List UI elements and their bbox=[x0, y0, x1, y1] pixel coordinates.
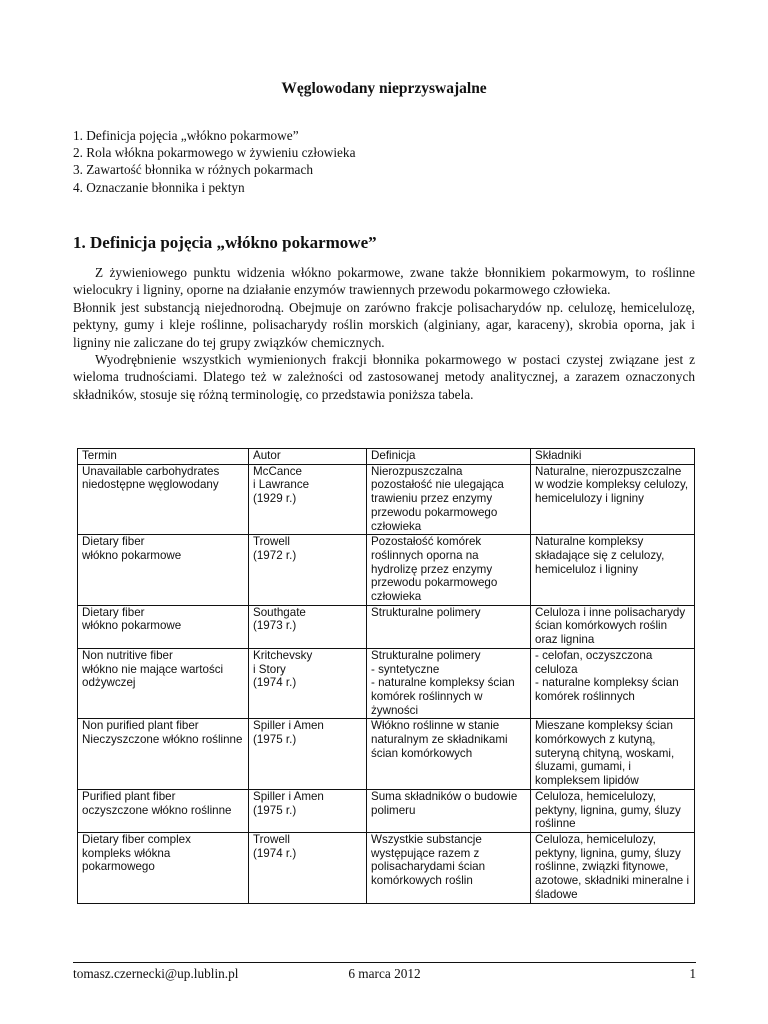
cell-components: - celofan, oczyszczona celuloza - naturalne kompleksy ścian komórek roślinnych bbox=[531, 648, 695, 719]
cell-term: Dietary fiber włókno pokarmowe bbox=[78, 605, 249, 648]
section-body bbox=[73, 264, 695, 403]
toc-item-2: 2. Rola włókna pokarmowego w żywieniu człowieka bbox=[73, 145, 356, 161]
cell-components: Naturalne, nierozpuszczalne w wodzie kompleksy celulozy, hemicelulozy i ligniny bbox=[531, 464, 695, 535]
cell-author: McCance i Lawrance (1929 r.) bbox=[249, 464, 367, 535]
cell-author: Spiller i Amen (1975 r.) bbox=[249, 789, 367, 832]
cell-components: Celuloza, hemicelulozy, pektyny, lignina, gumy, śluzy roślinne, związki fitynowe, azotowe, składniki mineralne i śladowe bbox=[531, 832, 695, 903]
footer-divider bbox=[73, 962, 696, 963]
terminology-table bbox=[77, 448, 695, 904]
cell-definition: Strukturalne polimery bbox=[367, 605, 531, 648]
cell-definition: Nierozpuszczalna pozostałość nie ulegająca trawieniu przez enzymy przewodu pokarmowego człowieka bbox=[367, 464, 531, 535]
cell-author: Trowell (1974 r.) bbox=[249, 832, 367, 903]
cell-definition: Wszystkie substancje występujące razem z polisacharydami ścian komórkowych roślin bbox=[367, 832, 531, 903]
paragraph-3: Wyodrębnienie wszystkich wymienionych frakcji błonnika pokarmowego w postaci czystej związane jest z wieloma trudnościami. Dlatego też w zależności od zastosowanej metody analitycznej, a zarazem oznaczonych składników, stosuje się różną terminologię, co przedstawia poniższa tabela. bbox=[73, 352, 695, 402]
cell-author: Kritchevsky i Story (1974 r.) bbox=[249, 648, 367, 719]
cell-definition: Włókno roślinne w stanie naturalnym ze składnikami ścian komórkowych bbox=[367, 719, 531, 790]
cell-term: Purified plant fiber oczyszczone włókno roślinne bbox=[78, 789, 249, 832]
cell-term: Unavailable carbohydrates niedostępne węglowodany bbox=[78, 464, 249, 535]
cell-components: Mieszane kompleksy ścian komórkowych z kutyną, suteryną chityną, woskami, śluzami, gumami, i kompleksem lipidów bbox=[531, 719, 695, 790]
table-row bbox=[78, 464, 695, 535]
footer-email: tomasz.czernecki@up.lublin.pl bbox=[73, 966, 239, 981]
footer-date: 6 marca 2012 bbox=[348, 966, 421, 981]
table-row bbox=[78, 832, 695, 903]
table-row bbox=[78, 789, 695, 832]
header-cell-definicja: Definicja bbox=[367, 449, 531, 465]
paragraph-2: Błonnik jest substancją niejednorodną. Obejmuje on zarówno frakcje polisacharydów np. celulozę, hemicelulozę, pektyny, gumy i kleje roślinne, polisacharydy roślin morskich (alginiany, agar, karaceny), skrobia oporna, jak i ligniny nie zaliczane do tej grupy związków chemicznych. bbox=[73, 299, 695, 350]
cell-author: Spiller i Amen (1975 r.) bbox=[249, 719, 367, 790]
document-title: Węglowodany nieprzyswajalne bbox=[281, 80, 487, 97]
paragraph-1: Z żywieniowego punktu widzenia włókno pokarmowe, zwane także błonnikiem pokarmowym, to roślinne wielocukry i ligniny, oporne na działanie enzymów trawiennych przewodu pokarmowego człowieka. bbox=[73, 265, 695, 298]
table-header-row bbox=[78, 449, 695, 465]
page-footer bbox=[73, 966, 696, 984]
toc-item-3: 3. Zawartość błonnika w różnych pokarmach bbox=[73, 162, 313, 178]
cell-definition: Strukturalne polimery - syntetyczne - naturalne kompleksy ścian komórek roślinnych w żywności bbox=[367, 648, 531, 719]
table-row bbox=[78, 605, 695, 648]
table-of-contents bbox=[73, 127, 355, 196]
page-number: 1 bbox=[689, 966, 696, 981]
cell-author: Trowell (1972 r.) bbox=[249, 535, 367, 606]
table-row bbox=[78, 535, 695, 606]
toc-item-1: 1. Definicja pojęcia „włókno pokarmowe” bbox=[73, 128, 299, 143]
header-cell-autor: Autor bbox=[249, 449, 367, 465]
cell-components: Celuloza i inne polisacharydy ścian komórkowych roślin oraz lignina bbox=[531, 605, 695, 648]
cell-term: Dietary fiber włókno pokarmowe bbox=[78, 535, 249, 606]
cell-components: Celuloza, hemicelulozy, pektyny, lignina, gumy, śluzy roślinne bbox=[531, 789, 695, 832]
table-row bbox=[78, 719, 695, 790]
toc-item-4: 4. Oznaczanie błonnika i pektyn bbox=[73, 179, 245, 195]
header-cell-skladniki: Składniki bbox=[531, 449, 695, 465]
table-row bbox=[78, 648, 695, 719]
cell-term: Non purified plant fiber Nieczyszczone włókno roślinne bbox=[78, 719, 249, 790]
cell-term: Non nutritive fiber włókno nie mające wartości odżywczej bbox=[78, 648, 249, 719]
header-cell-termin: Termin bbox=[78, 449, 249, 465]
cell-definition: Pozostałość komórek roślinnych oporna na hydrolizę przez enzymy przewodu pokarmowego człowieka bbox=[367, 535, 531, 606]
cell-author: Southgate (1973 r.) bbox=[249, 605, 367, 648]
cell-components: Naturalne kompleksy składające się z celulozy, hemiceluloz i ligniny bbox=[531, 535, 695, 606]
cell-term: Dietary fiber complex kompleks włókna pokarmowego bbox=[78, 832, 249, 903]
section-heading: 1. Definicja pojęcia „włókno pokarmowe” bbox=[73, 233, 377, 252]
cell-definition: Suma składników o budowie polimeru bbox=[367, 789, 531, 832]
